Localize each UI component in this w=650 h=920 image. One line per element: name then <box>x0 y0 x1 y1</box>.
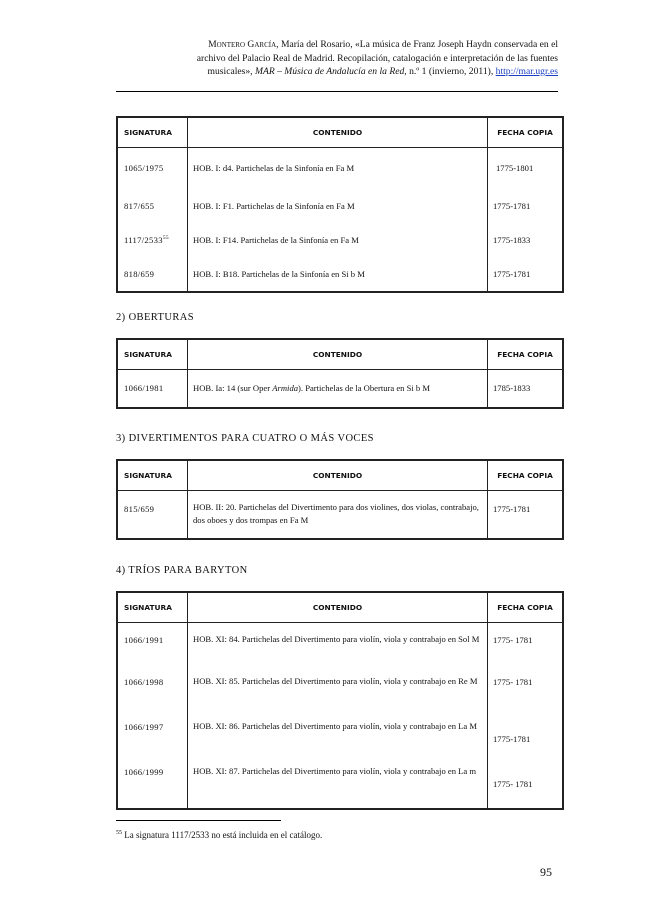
row-signatura: 817/655 <box>117 189 188 223</box>
row-content: HOB. XI: 85. Partichelas del Divertimento para violín, viola y contrabajo en Re M <box>188 669 488 714</box>
row-content: HOB. XI: 84. Partichelas del Divertimento para violín, viola y contrabajo en Sol M <box>188 623 488 669</box>
row-signatura-text: 1117/2533 <box>124 234 163 245</box>
row-content: HOB. XI: 86. Partichelas del Divertimento para violín, viola y contrabajo en La M <box>188 714 488 759</box>
table-row <box>117 189 563 223</box>
row-content-pre: HOB. Ia: 14 (sur Oper <box>193 383 273 394</box>
row-content: HOB. XI: 87. Partichelas del Divertimento para violín, viola y contrabajo en La m <box>188 759 488 809</box>
row-content: HOB. I: B18. Partichelas de la Sinfonía en Si b M <box>188 257 488 292</box>
citation-line-1-text: , María del Rosario, «La música de Franz Joseph Haydn conservada en el <box>276 39 558 50</box>
row-fecha: 1775-1833 <box>488 223 564 257</box>
row-signatura: 1066/1999 <box>117 759 188 809</box>
table-row <box>117 491 563 539</box>
table-header-row <box>117 117 563 148</box>
header-rule <box>116 91 558 92</box>
col-signatura: SIGNATURA <box>117 460 188 491</box>
citation-line-1 <box>116 38 558 52</box>
row-signatura: 815/659 <box>117 491 188 539</box>
row-signatura <box>117 223 188 257</box>
table-row <box>117 714 563 759</box>
table-row <box>117 148 563 189</box>
col-contenido: CONTENIDO <box>188 117 488 148</box>
row-signatura: 818/659 <box>117 257 188 292</box>
col-contenido: CONTENIDO <box>188 460 488 491</box>
col-contenido: CONTENIDO <box>188 339 488 370</box>
row-fecha: 1775-1781 <box>488 714 564 759</box>
row-fecha: 1775-1781 <box>488 257 564 292</box>
footnote-text: La signatura 1117/2533 no está incluida en el catálogo. <box>122 830 323 840</box>
col-signatura: SIGNATURA <box>117 117 188 148</box>
row-content: HOB. I: F14. Partichelas de la Sinfonía en Fa M <box>188 223 488 257</box>
table-sinfonias <box>116 116 564 293</box>
row-fecha: 1775- 1781 <box>488 623 564 669</box>
row-content <box>188 370 488 408</box>
row-signatura: 1066/1997 <box>117 714 188 759</box>
row-fecha: 1775-1801 <box>488 148 564 189</box>
footnote-rule <box>116 820 281 821</box>
table-trios-baryton <box>116 591 564 810</box>
col-fecha: FECHA COPIA <box>488 460 564 491</box>
row-fecha: 1775-1781 <box>488 491 564 539</box>
journal-title: MAR – Música de Andalucía en la Red <box>254 66 405 77</box>
table-header-row <box>117 592 563 623</box>
footnote-ref: 55 <box>162 234 169 241</box>
citation-author: Montero García <box>208 39 277 50</box>
table-oberturas <box>116 338 564 409</box>
row-fecha: 1775- 1781 <box>488 759 564 809</box>
table-divertimentos <box>116 459 564 540</box>
table-row <box>117 669 563 714</box>
col-signatura: SIGNATURA <box>117 592 188 623</box>
row-content: HOB. II: 20. Partichelas del Divertimento para dos violines, dos violas, contrabajo, dos oboes y dos trompas en Fa M <box>188 491 488 539</box>
row-fecha: 1785-1833 <box>488 370 564 408</box>
table-header-row <box>117 460 563 491</box>
row-signatura: 1066/1998 <box>117 669 188 714</box>
row-content-post: ). Partichelas de la Obertura en Si b M <box>298 383 431 394</box>
section-heading-oberturas: 2) OBERTURAS <box>116 312 194 323</box>
row-content: HOB. I: d4. Partichelas de la Sinfonía en Fa M <box>188 148 488 189</box>
row-fecha: 1775-1781 <box>488 189 564 223</box>
opera-title: Armida <box>272 383 299 394</box>
table-row <box>117 257 563 292</box>
col-fecha: FECHA COPIA <box>488 592 564 623</box>
table-row <box>117 223 563 257</box>
citation-line-2: archivo del Palacio Real de Madrid. Recopilación, catalogación e interpretación de las fuentes <box>196 52 558 64</box>
col-fecha: FECHA COPIA <box>488 117 564 148</box>
page-number: 95 <box>540 865 552 879</box>
col-contenido: CONTENIDO <box>188 592 488 623</box>
table-header-row <box>117 339 563 370</box>
table-row <box>117 759 563 809</box>
row-signatura: 1065/1975 <box>117 148 188 189</box>
citation-line-3 <box>116 65 558 79</box>
table-row <box>117 370 563 408</box>
section-heading-divertimentos: 3) DIVERTIMENTOS PARA CUATRO O MÁS VOCES <box>116 433 374 444</box>
col-fecha: FECHA COPIA <box>488 339 564 370</box>
row-content: HOB. I: F1. Partichelas de la Sinfonía en Fa M <box>188 189 488 223</box>
row-signatura: 1066/1991 <box>117 623 188 669</box>
journal-url-link[interactable]: http://mar.ugr.es <box>495 66 558 77</box>
table-row <box>117 623 563 669</box>
citation-line-3-pre: musicales», <box>207 66 255 77</box>
section-heading-trios: 4) TRÍOS PARA BARYTON <box>116 565 248 576</box>
col-signatura: SIGNATURA <box>117 339 188 370</box>
citation-line-3-post: , n.º 1 (invierno, 2011), <box>404 66 496 77</box>
row-signatura: 1066/1981 <box>117 370 188 408</box>
footnote <box>116 830 322 840</box>
citation-header <box>116 38 558 79</box>
row-fecha: 1775- 1781 <box>488 669 564 714</box>
footnote-number: 55 <box>116 830 122 836</box>
